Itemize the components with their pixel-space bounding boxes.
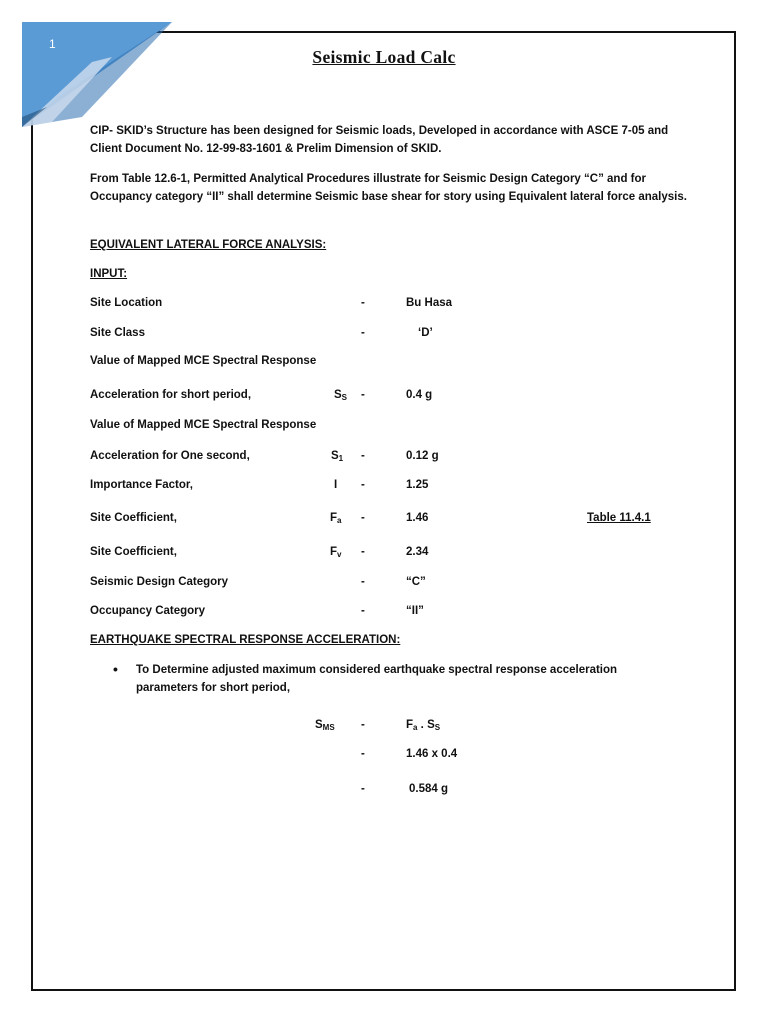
input-value: 0.4 g: [406, 389, 433, 401]
input-label: Site Coefficient,: [90, 512, 177, 524]
input-dash: -: [361, 479, 365, 491]
page-title: Seismic Load Calc: [312, 47, 456, 67]
page-number: 1: [49, 37, 56, 51]
section-heading-elf: EQUIVALENT LATERAL FORCE ANALYSIS:: [90, 239, 327, 251]
input-value: 1.46: [406, 512, 429, 524]
calc-dash: -: [361, 783, 365, 795]
section-heading-esra: EARTHQUAKE SPECTRAL RESPONSE ACCELERATION:: [90, 634, 401, 646]
input-label: Value of Mapped MCE Spectral Response: [90, 419, 317, 431]
calc-result: 0.584 g: [409, 783, 448, 795]
calc-formula: $F_a$ . $S_S$: [406, 719, 441, 732]
input-label: Site Location: [90, 297, 163, 309]
corner-decoration: [22, 22, 172, 132]
input-symbol: $S_S$: [334, 389, 348, 402]
input-dash: -: [361, 327, 365, 339]
calc-lhs: $S_{MS}$: [315, 719, 335, 732]
input-label: Value of Mapped MCE Spectral Response: [90, 355, 317, 367]
input-value: ‘D’: [418, 327, 433, 339]
input-label: Occupancy Category: [90, 605, 206, 617]
procedure-paragraph: From Table 12.6-1, Permitted Analytical Procedures illustrate for Seismic Design Category “C” and for Occupancy category “II” shall determine Seismic base shear for story using Equivalent lateral force analysis.: [90, 173, 687, 203]
input-label: Site Coefficient,: [90, 546, 177, 558]
input-value: 0.12 g: [406, 450, 439, 462]
input-symbol: I: [334, 479, 338, 491]
input-label: Site Class: [90, 327, 145, 339]
input-dash: -: [361, 605, 365, 617]
calc-dash: -: [361, 748, 365, 760]
input-value: Bu Hasa: [406, 297, 453, 309]
input-label: Acceleration for short period,: [90, 389, 252, 401]
input-dash: -: [361, 297, 365, 309]
intro-paragraph: CIP- SKID’s Structure has been designed for Seismic loads, Developed in accordance with ASCE 7-05 and Client Document No. 12-99-83-1601 & Prelim Dimension of SKID.: [90, 125, 669, 155]
input-symbol: $F_v$: [330, 546, 342, 559]
bullet-text: To Determine adjusted maximum considered earthquake spectral response acceleration parameters for short period,: [136, 664, 618, 694]
input-dash: -: [361, 546, 365, 558]
input-dash: -: [361, 576, 365, 588]
calc-step: 1.46 x 0.4: [406, 748, 458, 760]
table-reference: Table 11.4.1: [587, 512, 651, 524]
input-symbol: $S_1$: [331, 450, 344, 463]
section-heading-input: INPUT:: [90, 268, 128, 280]
calc-dash: -: [361, 719, 365, 731]
input-value: 1.25: [406, 479, 429, 491]
input-label: Importance Factor,: [90, 479, 193, 491]
input-dash: -: [361, 512, 365, 524]
input-value: “II”: [406, 605, 424, 617]
input-label: Acceleration for One second,: [90, 450, 250, 462]
input-value: “C”: [406, 576, 426, 588]
input-dash: -: [361, 450, 365, 462]
input-dash: -: [361, 389, 365, 401]
input-symbol: $F_a$: [330, 512, 342, 525]
input-label: Seismic Design Category: [90, 576, 229, 588]
bullet-point: •: [113, 661, 118, 677]
input-value: 2.34: [406, 546, 429, 558]
